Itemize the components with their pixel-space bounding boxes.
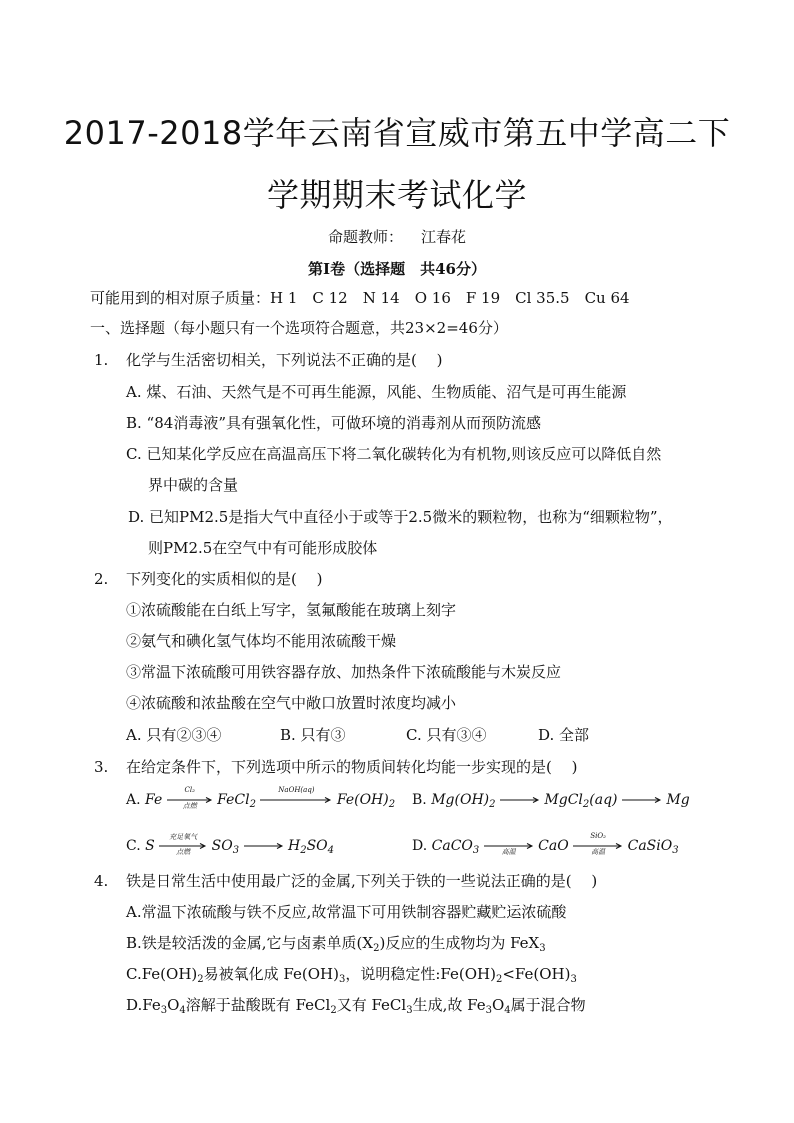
atomic-masses: 可能用到的相对原子质量：H 1 C 12 N 14 O 16 F 19 Cl 35.5 Cu 64 <box>90 289 630 307</box>
q3-option-b <box>412 792 690 810</box>
q4-b-sub1: 2 <box>373 943 380 954</box>
q3-a-arrow2 <box>260 786 332 803</box>
q4-c-text4: <Fe(OH) <box>502 965 571 983</box>
q3-c-species3-sub2: 4 <box>327 845 335 856</box>
q3-c-species3-tail: SO <box>306 838 328 854</box>
q3-b-species3: Mg <box>666 792 690 808</box>
author-line <box>0 226 794 247</box>
q4-d-text5: 属于混合物 <box>510 996 586 1014</box>
q4-b-text2: )反应的生成物均为 FeX <box>379 934 540 952</box>
author-name: 江春花 <box>421 228 467 246</box>
q3-d-species3 <box>628 838 679 854</box>
q3-a-arrow1-top: Cl₂ <box>184 786 195 794</box>
q1-stem: 化学与生活密切相关，下列说法不正确的是( ) <box>126 351 443 369</box>
q3-b-species2-text: MgCl <box>544 792 583 808</box>
section1-heading <box>90 318 508 338</box>
q4-c-sub4: 3 <box>570 974 577 985</box>
q4-d-text1: D.Fe <box>126 996 161 1014</box>
q1-option-c-line1: C. 已知某化学反应在高温高压下将二氧化碳转化为有机物,则该反应可以降低自然 <box>126 445 662 463</box>
q1-option-d-line1: D. 已知PM2.5是指大气中直径小于或等于2.5微米的颗粒物，也称为“细颗粒物”， <box>128 508 673 526</box>
q2-option-a: A. 只有②③④ <box>126 726 222 744</box>
q3-c-arrow2 <box>244 843 284 849</box>
q3-d-species1-text: CaCO <box>431 838 473 854</box>
q3-a-arrow2-top: NaOH(aq) <box>278 786 315 794</box>
q4-c-text2: 易被氧化成 Fe(OH) <box>203 965 339 983</box>
q3-number: 3. <box>94 758 109 776</box>
q3-option-d <box>412 832 679 856</box>
q3-c-species3-text: H <box>287 838 301 854</box>
q4-d-sub2: 4 <box>179 1005 186 1016</box>
q3-d-species2: CaO <box>538 838 569 854</box>
q4-d-sub3: 2 <box>330 1005 337 1016</box>
q3-c-label: C. <box>126 838 141 854</box>
q3-option-a <box>126 786 396 810</box>
reaction-arrow-icon <box>622 797 662 803</box>
q3-a-arrow1-bottom: 点燃 <box>182 802 197 810</box>
q3-b-species1 <box>431 792 495 808</box>
q3-a-species2 <box>217 792 256 808</box>
q4-d-sub4: 3 <box>406 1005 413 1016</box>
q4-c-sub3: 2 <box>495 974 503 985</box>
q1-option-c-line2: 界中碳的含量 <box>148 476 239 494</box>
q4-stem: 铁是日常生活中使用最广泛的金属,下列关于铁的一些说法正确的是( ) <box>126 872 598 890</box>
q2-statement-4: ④浓硫酸和浓盐酸在空气中敞口放置时浓度均减小 <box>126 694 457 712</box>
q3-c-species2-text: SO <box>211 838 233 854</box>
q3-b-label: B. <box>412 792 427 808</box>
q3-a-species2-sub: 2 <box>249 799 256 810</box>
q1-number: 1. <box>94 351 109 369</box>
q3-c-species3-sub: 2 <box>300 845 307 856</box>
q4-c-text1: C.Fe(OH) <box>126 965 198 983</box>
q4-number: 4. <box>94 872 109 890</box>
q4-d-o1: O <box>167 996 180 1014</box>
reaction-arrow-icon <box>500 797 540 803</box>
q4-c-sub2: 3 <box>338 974 346 985</box>
q3-a-species3 <box>337 792 395 808</box>
q3-d-species1 <box>432 838 480 854</box>
q3-stem: 在给定条件下，下列选项中所示的物质间转化均能一步实现的是( ) <box>126 758 578 776</box>
q1-option-a: A. 煤、石油、天然气是不可再生能源，风能、生物质能、沼气是可再生能源 <box>126 383 627 401</box>
volume-heading: 第Ⅰ卷（选择题 共46分） <box>308 260 486 278</box>
exam-title-line1: 2017-2018学年云南省宣威市第五中学高二下 <box>63 114 731 152</box>
q4-d-sub6: 4 <box>504 1005 511 1016</box>
q3-c-species1: S <box>145 838 155 854</box>
reaction-arrow-icon <box>260 797 332 803</box>
q4-d-text3: 又有 FeCl <box>336 996 407 1014</box>
q3-c-arrow1 <box>159 833 207 856</box>
q4-c-text3: ，说明稳定性:Fe(OH) <box>345 965 496 983</box>
q2-statement-3: ③常温下浓硫酸可用铁容器存放、加热条件下浓硫酸能与木炭反应 <box>126 663 562 681</box>
q3-d-species3-text: CaSiO <box>627 838 673 854</box>
author-label: 命题教师： <box>327 228 403 246</box>
q3-b-species2-sub: 2 <box>582 799 590 810</box>
q2-stem: 下列变化的实质相似的是( ) <box>126 570 323 588</box>
exam-title-line2: 学期期末考试化学 <box>266 176 527 214</box>
q2-option-c: C. 只有③④ <box>406 726 487 744</box>
q3-a-label: A. <box>126 792 141 808</box>
q3-a-species3-sub: 2 <box>388 799 396 810</box>
q2-statement-1: ①浓硫酸能在白纸上写字，氢氟酸能在玻璃上刻字 <box>126 601 457 619</box>
q1-option-b: B. “84消毒液”具有强氧化性，可做环境的消毒剂从而预防流感 <box>126 414 541 432</box>
q3-c-species2-sub: 3 <box>232 845 240 856</box>
q4-b-sub2: 3 <box>539 943 546 954</box>
q4-option-c <box>126 964 577 990</box>
q4-option-d <box>126 995 586 1021</box>
q4-d-text4: 生成,故 Fe <box>412 996 486 1014</box>
q3-c-species2 <box>212 838 239 854</box>
q3-b-arrow2 <box>622 797 662 803</box>
q4-d-sub5: 3 <box>485 1005 492 1016</box>
q2-option-b: B. 只有③ <box>280 726 346 744</box>
q4-c-sub1: 2 <box>197 974 204 985</box>
q3-c-species3 <box>288 838 334 854</box>
q3-d-species1-sub: 3 <box>472 845 480 856</box>
q4-d-sub1: 3 <box>160 1005 168 1016</box>
q4-option-b <box>126 933 546 959</box>
q4-d-o2: O <box>491 996 505 1014</box>
q1-option-d-line2: 则PM2.5在空气中有可能形成胶体 <box>148 539 378 557</box>
q2-statement-2: ②氨气和碘化氢气体均不能用浓硫酸干燥 <box>126 632 397 650</box>
q3-d-species3-sub: 3 <box>672 845 679 856</box>
q3-d-arrow2-top: SiO₂ <box>590 832 606 840</box>
q3-d-arrow1-bottom: 高温 <box>501 848 516 856</box>
q2-number: 2. <box>94 570 109 588</box>
q3-b-species2-tail: (aq) <box>589 792 618 808</box>
q3-b-species1-sub: 2 <box>489 799 496 810</box>
q3-d-arrow2 <box>573 832 623 856</box>
section1-heading-text: 一、选择题（每小题只有一个选项符合题意，共23×2=46分） <box>90 319 508 337</box>
q3-c-arrow1-top: 充足氧气 <box>169 833 198 841</box>
q3-d-arrow2-bottom: 高温 <box>591 848 606 856</box>
q4-d-text2: 溶解于盐酸既有 FeCl <box>185 996 331 1014</box>
q3-a-arrow1 <box>167 786 213 810</box>
q3-option-c <box>126 833 335 856</box>
q3-b-arrow1 <box>500 797 540 803</box>
q4-option-a: A.常温下浓硫酸与铁不反应,故常温下可用铁制容器贮藏贮运浓硫酸 <box>126 903 567 921</box>
q3-c-arrow1-bottom: 点燃 <box>176 848 191 856</box>
q2-option-d: D. 全部 <box>538 726 590 744</box>
q3-b-species2 <box>544 792 617 808</box>
q3-b-species1-text: Mg(OH) <box>431 792 490 808</box>
reaction-arrow-icon <box>244 843 284 849</box>
q3-a-species1: Fe <box>145 792 163 808</box>
q4-b-text1: B.铁是较活泼的金属,它与卤素单质(X <box>126 934 374 952</box>
q3-a-species2-text: FeCl <box>217 792 250 808</box>
q3-a-species3-text: Fe(OH) <box>336 792 389 808</box>
q3-d-label: D. <box>412 838 428 854</box>
q3-d-arrow1 <box>484 843 534 856</box>
